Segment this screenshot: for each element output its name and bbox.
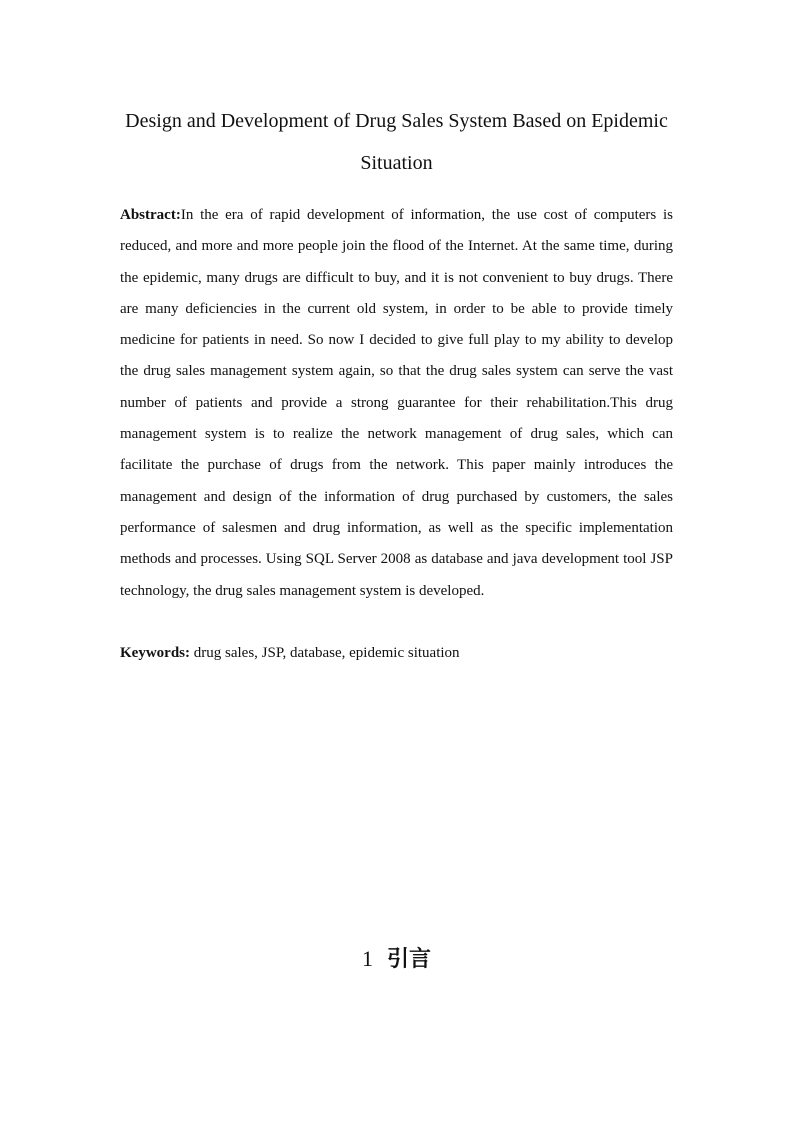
section-heading xyxy=(0,942,793,977)
keywords-line xyxy=(120,638,673,669)
section-number: 1 xyxy=(361,946,373,971)
keywords-label: Keywords: xyxy=(120,645,190,661)
abstract-text: In the era of rapid development of information, the use cost of computers is reduced, and more and more people join the flood of the Internet. At the same time, during the epidemic, many drugs are difficult to buy, and it is not convenient to buy drugs. There are many deficiencies in the current old system, in order to be able to provide timely medicine for patients in need. So now I decided to give full play to my ability to develop the drug sales management system again, so that the drug sales system can serve the vast number of patients and provide a strong guarantee for their rehabilitation.This drug management system is to realize the network management of drug sales, which can facilitate the purchase of drugs from the network. This paper mainly introduces the management and design of the information of drug purchased by customers, the sales performance of salesmen and drug information, as well as the specific implementation methods and processes. Using SQL Server 2008 as database and java development tool JSP technology, the drug sales management system is developed. xyxy=(120,207,673,599)
abstract-label: Abstract: xyxy=(120,207,181,223)
paper-title: Design and Development of Drug Sales System Based on Epidemic Situation xyxy=(125,110,668,174)
abstract-paragraph xyxy=(120,200,673,607)
section-title: 引言 xyxy=(386,947,431,972)
keywords-text: drug sales, JSP, database, epidemic situation xyxy=(193,645,460,661)
